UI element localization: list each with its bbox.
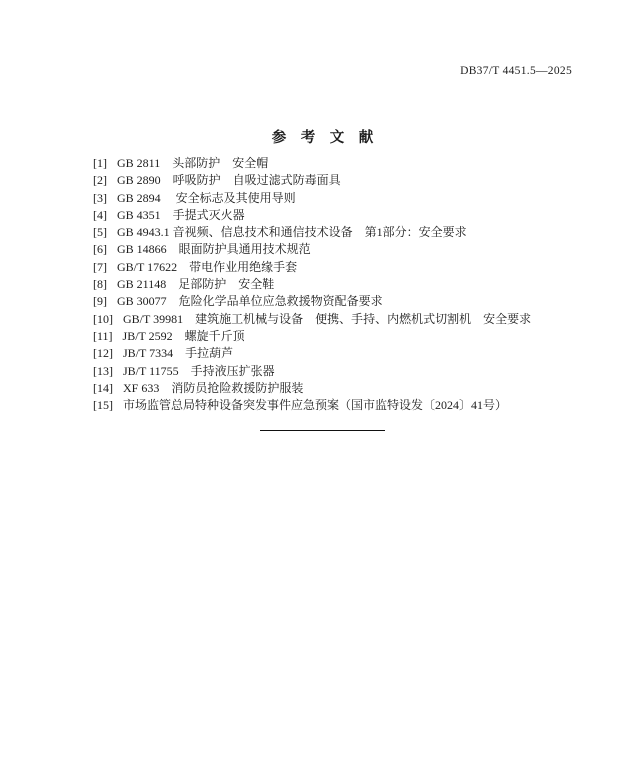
- reference-item: [93, 224, 597, 241]
- reference-item: [93, 345, 597, 362]
- reference-text: GB/T 39981 建筑施工机械与设备 便携、手持、内燃机式切割机 安全要求: [123, 311, 532, 326]
- references-list: [93, 155, 597, 414]
- reference-text: JB/T 2592 螺旋千斤顶: [122, 328, 245, 343]
- page-title: 参 考 文 献: [271, 130, 374, 146]
- end-of-document-rule: [260, 430, 385, 431]
- reference-item: [93, 241, 597, 258]
- reference-item: [93, 311, 597, 328]
- reference-item: [93, 293, 597, 310]
- reference-number: [9]: [93, 294, 107, 309]
- reference-text: GB 2890 呼吸防护 自吸过滤式防毒面具: [117, 173, 341, 188]
- reference-item: [93, 276, 597, 293]
- reference-number: [12]: [93, 346, 113, 361]
- reference-text: XF 633 消防员抢险救援防护服装: [123, 380, 304, 395]
- reference-text: GB/T 17622 带电作业用绝缘手套: [117, 259, 298, 274]
- reference-item: [93, 328, 597, 345]
- reference-number: [6]: [93, 242, 107, 257]
- reference-text: GB 30077 危险化学品单位应急救援物资配备要求: [117, 294, 383, 309]
- reference-text: GB 21148 足部防护 安全鞋: [117, 277, 275, 292]
- reference-number: [11]: [93, 328, 113, 343]
- reference-text: 市场监管总局特种设备突发事件应急预案（国市监特设发〔2024〕41号）: [123, 398, 508, 413]
- reference-item: [93, 380, 597, 397]
- reference-item: [93, 155, 597, 172]
- reference-item: [93, 363, 597, 380]
- reference-item: [93, 190, 597, 207]
- reference-text: GB 2811 头部防护 安全帽: [117, 156, 269, 170]
- reference-number: [10]: [93, 311, 113, 326]
- reference-number: [8]: [93, 277, 107, 292]
- reference-item: [93, 172, 597, 189]
- reference-text: GB 4943.1 音视频、信息技术和通信技术设备 第1部分：安全要求: [117, 225, 467, 240]
- reference-item: [93, 397, 597, 414]
- reference-number: [4]: [93, 207, 107, 222]
- reference-item: [93, 259, 597, 276]
- reference-number: [2]: [93, 173, 107, 188]
- reference-number: [15]: [93, 398, 113, 413]
- reference-text: JB/T 11755 手持液压扩张器: [123, 363, 275, 378]
- reference-text: GB 14866 眼面防护具通用技术规范: [117, 242, 311, 257]
- reference-number: [1]: [93, 156, 107, 170]
- reference-text: GB 4351 手提式灭火器: [117, 207, 245, 222]
- reference-number: [7]: [93, 259, 107, 274]
- reference-number: [5]: [93, 225, 107, 240]
- reference-number: [14]: [93, 380, 113, 395]
- reference-text: GB 2894 安全标志及其使用导则: [117, 190, 296, 205]
- reference-item: [93, 207, 597, 224]
- reference-number: [13]: [93, 363, 113, 378]
- reference-number: [3]: [93, 190, 107, 205]
- reference-text: JB/T 7334 手拉葫芦: [123, 346, 234, 361]
- standard-number: DB37/T 4451.5—2025: [460, 65, 572, 77]
